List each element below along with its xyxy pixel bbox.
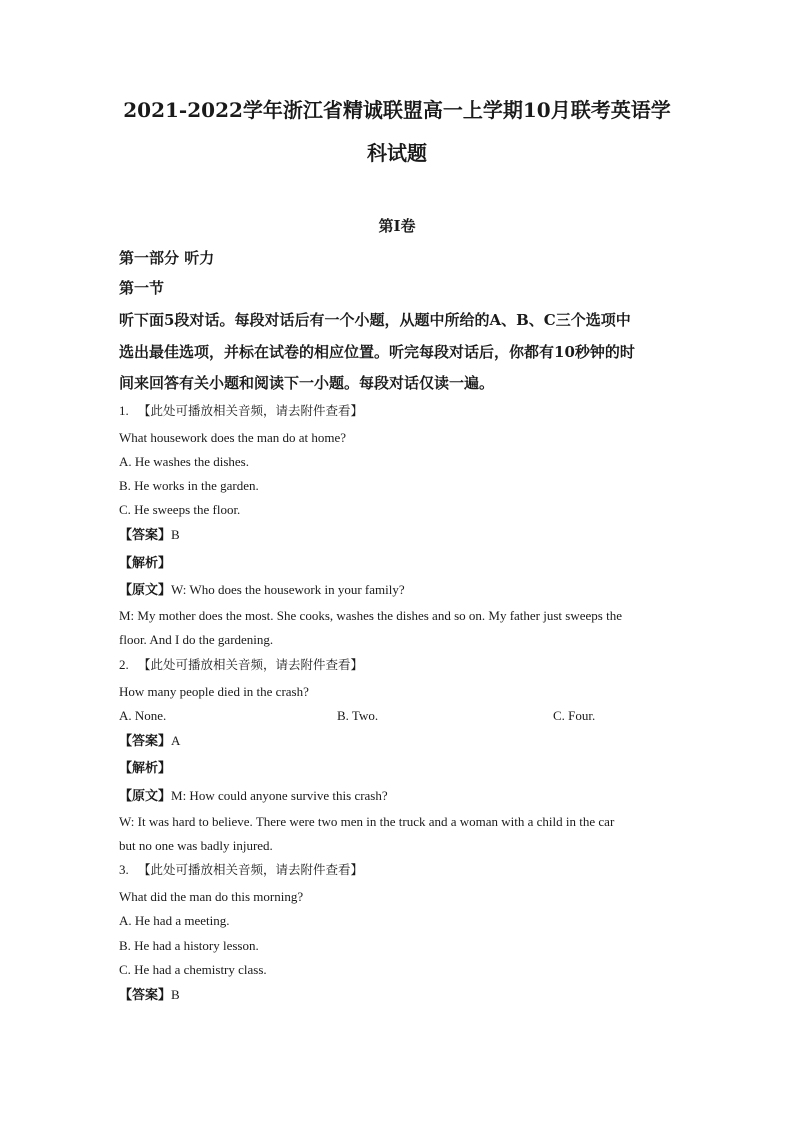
transcript-line: W: It was hard to believe. There were two men in the truck and a woman with a child in the car [119, 814, 615, 829]
audio-note[interactable]: 【此处可播放相关音频，请去附件查看】 [138, 657, 364, 672]
answer-label: 【答案】 [119, 734, 172, 749]
audio-note[interactable]: 【此处可播放相关音频，请去附件查看】 [138, 403, 364, 418]
analysis-label: 【解析】 [119, 556, 172, 571]
option-c: C. He had a chemistry class. [119, 962, 267, 977]
question-header [119, 656, 363, 674]
option-a: A. He washes the dishes. [119, 454, 249, 469]
answer-label: 【答案】 [119, 528, 172, 543]
analysis-label: 【解析】 [119, 761, 172, 776]
answer-value: B [171, 987, 180, 1002]
question-header [119, 402, 363, 420]
option-c: C. Four. [553, 708, 596, 723]
transcript-line: M: My mother does the most. She cooks, washes the dishes and so on. My father just sweeps the [119, 608, 622, 623]
question-header [119, 861, 363, 879]
answer-value: A [171, 733, 181, 748]
original-label: 【原文】 [119, 789, 172, 804]
option-b: B. He works in the garden. [119, 478, 259, 493]
answer-label: 【答案】 [119, 988, 172, 1003]
document-title-line1: 2021-2022学年浙江省精诚联盟高一上学期10月联考英语学 [123, 98, 671, 122]
answer-row [119, 986, 180, 1005]
question-stem: What housework does the man do at home? [119, 430, 347, 445]
analysis-row [119, 759, 171, 778]
question-stem: How many people died in the crash? [119, 684, 309, 699]
answer-row [119, 732, 180, 751]
transcript-line: W: Who does the housework in your family? [171, 582, 405, 597]
part-heading: 第一部分 听力 [119, 249, 215, 267]
section-label: 第I卷 [378, 217, 416, 235]
instructions-line: 听下面5段对话。每段对话后有一个小题，从题中所给的A、B、C三个选项中 [119, 311, 631, 329]
analysis-row [119, 554, 171, 573]
option-b: B. Two. [337, 708, 379, 723]
option-c: C. He sweeps the floor. [119, 502, 241, 517]
option-a: A. None. [119, 708, 167, 723]
answer-row [119, 526, 180, 545]
document-title-line2: 科试题 [367, 141, 427, 165]
audio-note[interactable]: 【此处可播放相关音频，请去附件查看】 [138, 862, 364, 877]
subsection-heading: 第一节 [119, 279, 165, 297]
question-number: 2. [119, 657, 129, 672]
transcript-row [119, 581, 405, 600]
question-stem: What did the man do this morning? [119, 889, 304, 904]
transcript-row [119, 787, 388, 806]
question-number: 1. [119, 403, 129, 418]
answer-value: B [171, 527, 180, 542]
option-b: B. He had a history lesson. [119, 938, 259, 953]
original-label: 【原文】 [119, 583, 172, 598]
transcript-line: M: How could anyone survive this crash? [171, 788, 388, 803]
instructions-line: 选出最佳选项，并标在试卷的相应位置。听完每段对话后，你都有10秒钟的时 [119, 343, 635, 361]
transcript-line: but no one was badly injured. [119, 838, 273, 853]
option-a: A. He had a meeting. [119, 913, 230, 928]
question-number: 3. [119, 862, 129, 877]
transcript-line: floor. And I do the gardening. [119, 632, 274, 647]
instructions-line: 间来回答有关小题和阅读下一小题。每段对话仅读一遍。 [119, 374, 495, 392]
